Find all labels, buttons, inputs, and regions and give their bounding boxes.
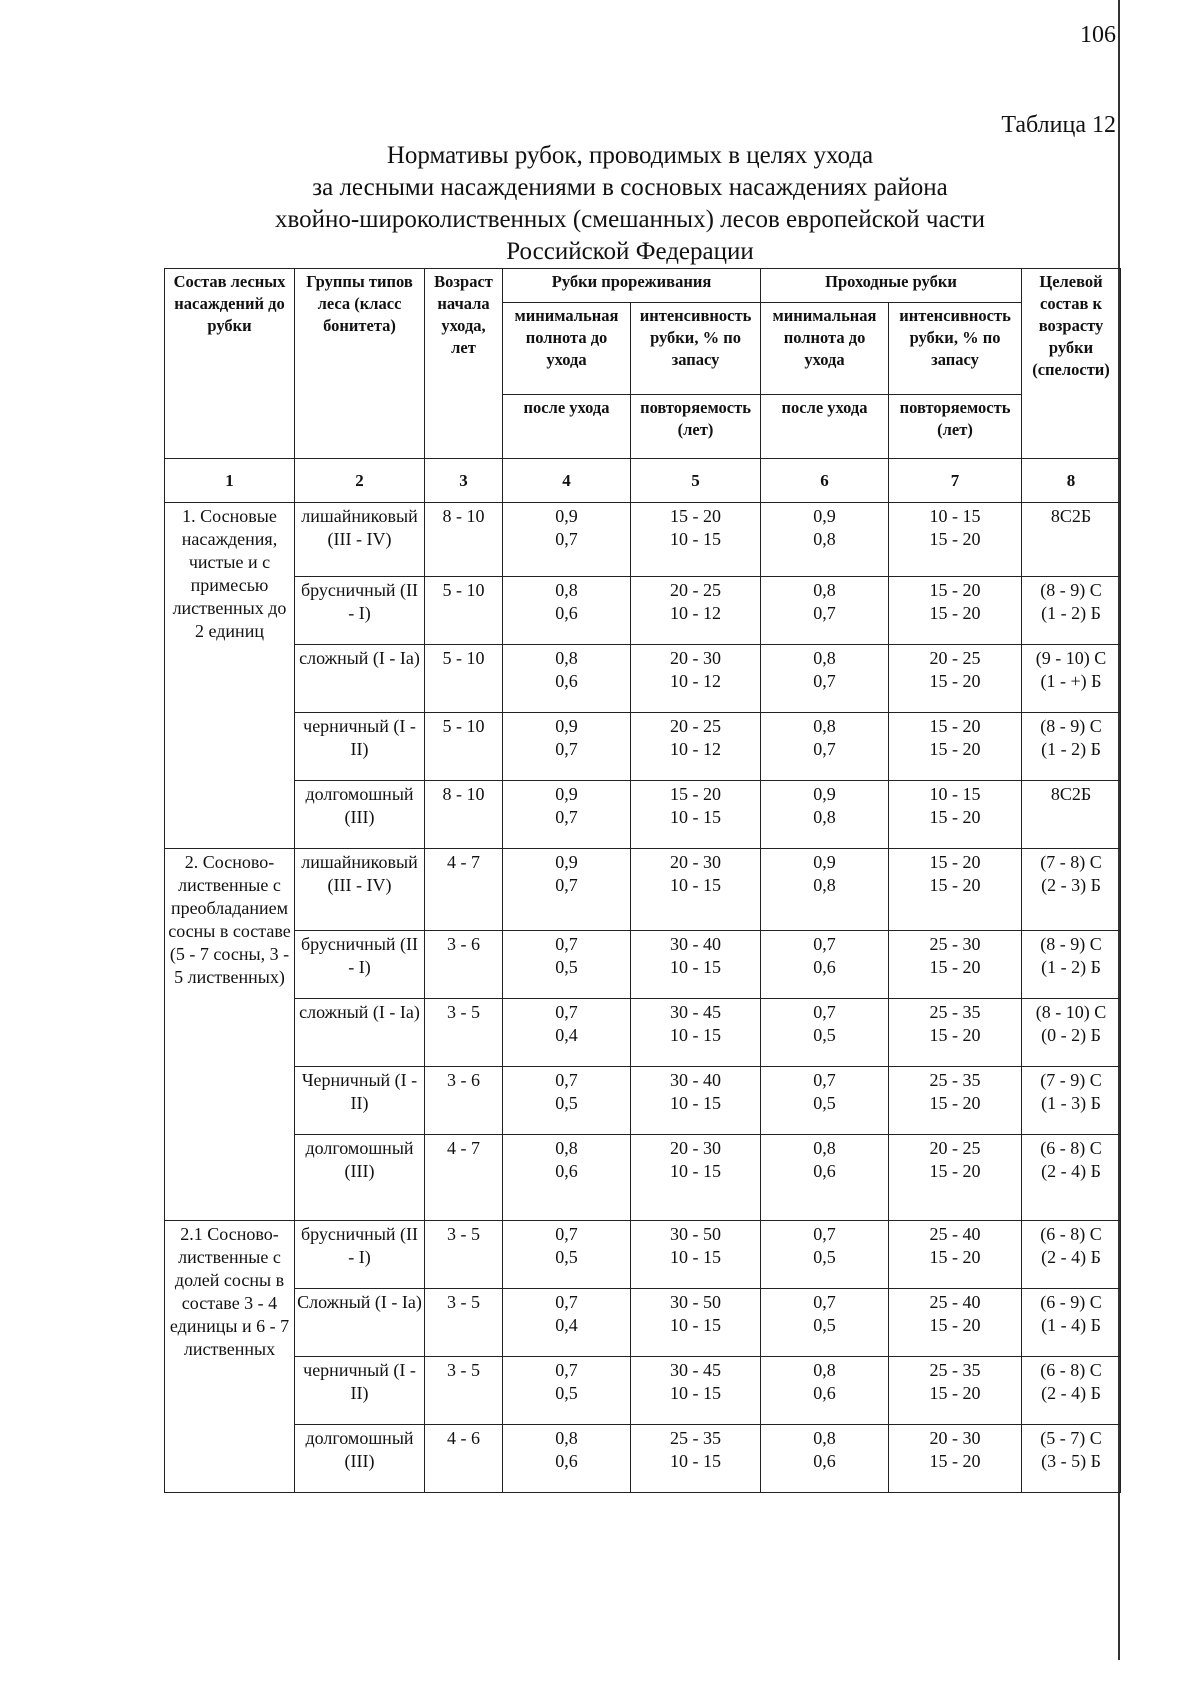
- cell-value-pair: [761, 1135, 889, 1221]
- cell-value-pair: [503, 781, 631, 849]
- cell-value: 15 - 20: [670, 784, 721, 804]
- cell-value: 20 - 25: [670, 580, 721, 600]
- column-number: 5: [631, 459, 761, 503]
- cell-value: 0,7: [813, 671, 836, 691]
- cell-value: 30 - 45: [670, 1002, 721, 1022]
- cell-value-pair: [889, 1221, 1022, 1289]
- cell-value: 0,9: [813, 852, 836, 872]
- cell-value: 25 - 35: [929, 1360, 981, 1380]
- cell-value: (9 - 10) С: [1035, 648, 1107, 668]
- cell-value: 0,7: [813, 1002, 836, 1022]
- cell-value: 15 - 20: [929, 852, 981, 872]
- table-row: [165, 781, 1121, 849]
- cell-target: [1022, 1067, 1121, 1135]
- norms-table: [164, 268, 1121, 1493]
- header-forest-types: Группы типов леса (класс бонитета): [295, 269, 425, 459]
- cell-target: [1022, 1425, 1121, 1493]
- cell-value: (2 - 4) Б: [1041, 1161, 1101, 1181]
- cell-age: 8 - 10: [425, 781, 503, 849]
- cell-value: 30 - 45: [670, 1360, 721, 1380]
- cell-value: 10 - 12: [670, 603, 721, 623]
- header-min-density: минимальная полнота до ухода: [503, 303, 631, 395]
- cell-value: 10 - 15: [670, 529, 721, 549]
- cell-value: (3 - 5) Б: [1041, 1451, 1101, 1471]
- cell-value: 15 - 20: [929, 1093, 981, 1113]
- cell-value: 20 - 25: [929, 648, 981, 668]
- cell-value: 0,7: [813, 1070, 836, 1090]
- cell-value: 0,8: [813, 1428, 836, 1448]
- cell-value: (8 - 9) С: [1040, 580, 1102, 600]
- cell-value-pair: [889, 849, 1022, 931]
- cell-value: 15 - 20: [929, 671, 981, 691]
- cell-value: 15 - 20: [929, 1315, 981, 1335]
- cell-value: (7 - 8) С: [1040, 852, 1102, 872]
- cell-value: 0,9: [813, 784, 836, 804]
- cell-value: 10 - 15: [670, 1315, 721, 1335]
- cell-value: (5 - 7) С: [1040, 1428, 1102, 1448]
- cell-value: 15 - 20: [929, 1451, 981, 1471]
- cell-value-pair: [889, 645, 1022, 713]
- cell-value-pair: [889, 1135, 1022, 1221]
- cell-value: 30 - 40: [670, 1070, 721, 1090]
- cell-value: 0,4: [555, 1025, 578, 1045]
- header-after-care: после ухода: [761, 395, 889, 459]
- cell-value-pair: [631, 849, 761, 931]
- cell-value: (8 - 9) С: [1040, 716, 1102, 736]
- cell-value-pair: [889, 1067, 1022, 1135]
- cell-forest-type: долгомошный (III): [295, 1135, 425, 1221]
- cell-value-pair: [631, 931, 761, 999]
- cell-value: 25 - 40: [929, 1224, 981, 1244]
- cell-value: 0,7: [555, 934, 578, 954]
- cell-value: 10 - 15: [670, 1247, 721, 1267]
- column-number: 4: [503, 459, 631, 503]
- cell-value: 0,9: [555, 852, 578, 872]
- cell-value-pair: [631, 1425, 761, 1493]
- header-composition: Состав лесных насаждений до рубки: [165, 269, 295, 459]
- cell-value: 10 - 15: [670, 807, 721, 827]
- cell-value: (1 - 3) Б: [1041, 1093, 1101, 1113]
- table-row: [165, 645, 1121, 713]
- cell-value: (2 - 4) Б: [1041, 1247, 1101, 1267]
- cell-age: 4 - 6: [425, 1425, 503, 1493]
- table-row: [165, 1221, 1121, 1289]
- cell-value: 0,6: [555, 1451, 578, 1471]
- cell-value: 0,8: [813, 716, 836, 736]
- cell-composition: 1. Сосновые насаждения, чистые и с примесью лиственных до 2 единиц: [165, 503, 295, 849]
- cell-value-pair: [761, 781, 889, 849]
- cell-value: 10 - 15: [670, 957, 721, 977]
- cell-value: 10 - 15: [670, 1025, 721, 1045]
- cell-value: 15 - 20: [929, 1025, 981, 1045]
- cell-value-pair: [761, 577, 889, 645]
- header-target: Целевой состав к возрасту рубки (спелости): [1022, 269, 1121, 459]
- cell-value: 10 - 15: [670, 1161, 721, 1181]
- cell-value-pair: [631, 577, 761, 645]
- cell-value: 10 - 15: [670, 1451, 721, 1471]
- table-title: [140, 140, 1120, 268]
- cell-value: (1 - 2) Б: [1041, 957, 1101, 977]
- cell-value: 30 - 50: [670, 1292, 721, 1312]
- cell-value: (1 - +) Б: [1040, 671, 1102, 691]
- cell-value-pair: [631, 1357, 761, 1425]
- header-repeat: повторяемость (лет): [631, 395, 761, 459]
- table-row: [165, 1425, 1121, 1493]
- cell-value: 10 - 12: [670, 739, 721, 759]
- cell-value: 0,5: [813, 1247, 836, 1267]
- cell-value: 0,8: [813, 648, 836, 668]
- title-line: за лесными насаждениями в сосновых насаждениях района: [312, 174, 948, 201]
- cell-value: (6 - 8) С: [1040, 1360, 1102, 1380]
- cell-value: 25 - 35: [929, 1002, 981, 1022]
- cell-value-pair: [889, 1289, 1022, 1357]
- cell-value: 15 - 20: [929, 1247, 981, 1267]
- cell-target: [1022, 849, 1121, 931]
- cell-value: 0,7: [813, 1224, 836, 1244]
- cell-value-pair: [761, 503, 889, 577]
- cell-value: (1 - 2) Б: [1041, 739, 1101, 759]
- cell-value: (1 - 4) Б: [1041, 1315, 1101, 1335]
- cell-value-pair: [503, 713, 631, 781]
- cell-value: 15 - 20: [929, 957, 981, 977]
- cell-value: 0,8: [555, 580, 578, 600]
- cell-value-pair: [761, 849, 889, 931]
- cell-value: 0,9: [813, 506, 836, 526]
- table-row: [165, 1135, 1121, 1221]
- header-passage: Проходные рубки: [761, 269, 1022, 303]
- cell-value: 0,5: [555, 1247, 578, 1267]
- cell-value-pair: [889, 713, 1022, 781]
- cell-value-pair: [631, 999, 761, 1067]
- column-number: 6: [761, 459, 889, 503]
- cell-target: [1022, 1135, 1121, 1221]
- column-number: 3: [425, 459, 503, 503]
- cell-value: 0,9: [555, 506, 578, 526]
- cell-value-pair: [761, 1357, 889, 1425]
- cell-value: 20 - 25: [929, 1138, 981, 1158]
- cell-value: 15 - 20: [929, 1383, 981, 1403]
- cell-target: [1022, 577, 1121, 645]
- cell-value: 0,7: [555, 875, 578, 895]
- table-row: [165, 577, 1121, 645]
- cell-value-pair: [761, 999, 889, 1067]
- cell-forest-type: Черничный (I - II): [295, 1067, 425, 1135]
- cell-target: [1022, 1289, 1121, 1357]
- cell-age: 3 - 6: [425, 1067, 503, 1135]
- cell-value: 0,5: [813, 1315, 836, 1335]
- cell-forest-type: лишайниковый (III - IV): [295, 503, 425, 577]
- cell-value: 0,8: [555, 1428, 578, 1448]
- table-row: [165, 931, 1121, 999]
- header-min-density: минимальная полнота до ухода: [761, 303, 889, 395]
- cell-value: 0,8: [813, 1138, 836, 1158]
- cell-age: 4 - 7: [425, 1135, 503, 1221]
- title-line: хвойно-широколиственных (смешанных) лесов европейской части: [275, 206, 985, 233]
- cell-value: 0,8: [813, 529, 836, 549]
- cell-value-pair: [761, 1067, 889, 1135]
- cell-value-pair: [503, 1425, 631, 1493]
- cell-value: 0,7: [555, 1360, 578, 1380]
- cell-value: 10 - 15: [670, 875, 721, 895]
- cell-value: (6 - 8) С: [1040, 1138, 1102, 1158]
- cell-value: 0,7: [555, 1070, 578, 1090]
- cell-value-pair: [889, 781, 1022, 849]
- cell-value-pair: [631, 713, 761, 781]
- cell-value: 10 - 15: [670, 1093, 721, 1113]
- cell-value: 0,6: [555, 1161, 578, 1181]
- cell-value: 15 - 20: [929, 716, 981, 736]
- cell-value: 0,5: [555, 1093, 578, 1113]
- cell-value: (8 - 9) С: [1040, 934, 1102, 954]
- cell-forest-type: сложный (I - Ia): [295, 999, 425, 1067]
- cell-forest-type: брусничный (II - I): [295, 931, 425, 999]
- cell-value: 15 - 20: [929, 807, 981, 827]
- cell-value: 0,5: [813, 1093, 836, 1113]
- cell-value: 0,7: [555, 739, 578, 759]
- cell-value-pair: [889, 999, 1022, 1067]
- cell-value: (6 - 8) С: [1040, 1224, 1102, 1244]
- column-number: 8: [1022, 459, 1121, 503]
- cell-age: 3 - 5: [425, 1357, 503, 1425]
- cell-value-pair: [889, 931, 1022, 999]
- cell-value: 0,8: [813, 1360, 836, 1380]
- cell-value: 0,7: [813, 603, 836, 623]
- column-number: 2: [295, 459, 425, 503]
- cell-forest-type: Сложный (I - Ia): [295, 1289, 425, 1357]
- cell-value: 15 - 20: [929, 875, 981, 895]
- cell-value-pair: [889, 1425, 1022, 1493]
- cell-value: 0,7: [555, 1292, 578, 1312]
- cell-target: [1022, 503, 1121, 577]
- cell-composition: 2.1 Сосново-лиственные с долей сосны в составе 3 - 4 единицы и 6 - 7 лиственных: [165, 1221, 295, 1493]
- cell-value: 0,6: [555, 671, 578, 691]
- table-row: [165, 1067, 1121, 1135]
- cell-value: 10 - 15: [670, 1383, 721, 1403]
- cell-value: 0,6: [813, 1383, 836, 1403]
- cell-value: 0,7: [813, 934, 836, 954]
- cell-value-pair: [503, 1067, 631, 1135]
- title-line: Российской Федерации: [506, 238, 754, 265]
- cell-value: (0 - 2) Б: [1041, 1025, 1101, 1045]
- cell-value: 8С2Б: [1050, 506, 1092, 526]
- cell-value: (1 - 2) Б: [1041, 603, 1101, 623]
- header-thinning: Рубки прореживания: [503, 269, 761, 303]
- cell-value-pair: [503, 931, 631, 999]
- cell-value-pair: [631, 1135, 761, 1221]
- cell-target: [1022, 713, 1121, 781]
- header-intensity: интенсивность рубки, % по запасу: [889, 303, 1022, 395]
- header-after-care: после ухода: [503, 395, 631, 459]
- cell-target: [1022, 1357, 1121, 1425]
- cell-age: 5 - 10: [425, 645, 503, 713]
- cell-forest-type: долгомошный (III): [295, 781, 425, 849]
- cell-value: 15 - 20: [929, 580, 981, 600]
- cell-value: 0,4: [555, 1315, 578, 1335]
- cell-value: 0,8: [813, 580, 836, 600]
- cell-value-pair: [761, 1425, 889, 1493]
- cell-value: 30 - 50: [670, 1224, 721, 1244]
- column-number: 7: [889, 459, 1022, 503]
- cell-value: 8С2Б: [1050, 784, 1092, 804]
- cell-forest-type: черничный (I - II): [295, 1357, 425, 1425]
- cell-target: [1022, 645, 1121, 713]
- cell-value-pair: [761, 1221, 889, 1289]
- cell-value-pair: [503, 503, 631, 577]
- cell-forest-type: черничный (I - II): [295, 713, 425, 781]
- cell-value-pair: [761, 645, 889, 713]
- cell-value: 0,5: [555, 957, 578, 977]
- cell-value: 0,5: [555, 1383, 578, 1403]
- cell-value: 10 - 12: [670, 671, 721, 691]
- cell-value-pair: [503, 1357, 631, 1425]
- cell-value: 25 - 40: [929, 1292, 981, 1312]
- cell-value: 0,8: [813, 807, 836, 827]
- cell-value: 25 - 35: [929, 1070, 981, 1090]
- cell-value: 25 - 30: [929, 934, 981, 954]
- cell-target: [1022, 781, 1121, 849]
- cell-value-pair: [503, 999, 631, 1067]
- cell-value: 10 - 15: [929, 506, 981, 526]
- cell-forest-type: брусничный (II - I): [295, 1221, 425, 1289]
- cell-value-pair: [889, 577, 1022, 645]
- cell-value: 0,7: [555, 1002, 578, 1022]
- cell-value-pair: [889, 503, 1022, 577]
- cell-age: 8 - 10: [425, 503, 503, 577]
- cell-value-pair: [503, 849, 631, 931]
- cell-age: 4 - 7: [425, 849, 503, 931]
- table-row: [165, 503, 1121, 577]
- table-row: [165, 1289, 1121, 1357]
- cell-value-pair: [631, 781, 761, 849]
- cell-age: 3 - 5: [425, 999, 503, 1067]
- cell-value-pair: [503, 1289, 631, 1357]
- table-row: [165, 849, 1121, 931]
- cell-value: (6 - 9) С: [1040, 1292, 1102, 1312]
- cell-value-pair: [503, 1221, 631, 1289]
- cell-forest-type: брусничный (II - I): [295, 577, 425, 645]
- cell-value: 20 - 30: [670, 852, 721, 872]
- cell-value: 0,7: [813, 1292, 836, 1312]
- cell-value: 0,7: [813, 739, 836, 759]
- cell-age: 5 - 10: [425, 713, 503, 781]
- cell-forest-type: сложный (I - Ia): [295, 645, 425, 713]
- cell-age: 3 - 6: [425, 931, 503, 999]
- cell-value-pair: [761, 931, 889, 999]
- cell-age: 3 - 5: [425, 1289, 503, 1357]
- cell-value-pair: [631, 503, 761, 577]
- cell-value: (2 - 3) Б: [1041, 875, 1101, 895]
- cell-value: 0,9: [555, 716, 578, 736]
- cell-value: 0,9: [555, 784, 578, 804]
- cell-age: 5 - 10: [425, 577, 503, 645]
- cell-forest-type: долгомошный (III): [295, 1425, 425, 1493]
- cell-target: [1022, 999, 1121, 1067]
- cell-value-pair: [761, 1289, 889, 1357]
- cell-value: 20 - 30: [670, 1138, 721, 1158]
- cell-value: 0,7: [555, 529, 578, 549]
- cell-value: (8 - 10) С: [1035, 1002, 1107, 1022]
- table-body: [165, 503, 1121, 1493]
- table-label: Таблица 12: [1001, 112, 1116, 138]
- cell-value: 20 - 25: [670, 716, 721, 736]
- cell-value: 15 - 20: [670, 506, 721, 526]
- cell-value: 0,6: [813, 957, 836, 977]
- cell-composition: 2. Сосново-лиственные с преобладанием сосны в составе (5 - 7 сосны, 3 - 5 лиственных): [165, 849, 295, 1221]
- table-row: [165, 713, 1121, 781]
- cell-value: 0,7: [555, 807, 578, 827]
- cell-value: 0,6: [555, 603, 578, 623]
- cell-value: 0,6: [813, 1451, 836, 1471]
- header-intensity: интенсивность рубки, % по запасу: [631, 303, 761, 395]
- cell-value: 15 - 20: [929, 603, 981, 623]
- cell-value-pair: [631, 1221, 761, 1289]
- cell-value: 0,5: [813, 1025, 836, 1045]
- cell-value: 20 - 30: [929, 1428, 981, 1448]
- cell-age: 3 - 5: [425, 1221, 503, 1289]
- cell-value: 15 - 20: [929, 739, 981, 759]
- cell-value: (7 - 9) С: [1040, 1070, 1102, 1090]
- cell-value: 20 - 30: [670, 648, 721, 668]
- cell-value: 0,8: [555, 648, 578, 668]
- cell-value-pair: [503, 645, 631, 713]
- header-age: Возраст начала ухода, лет: [425, 269, 503, 459]
- header-repeat: повторяемость (лет): [889, 395, 1022, 459]
- cell-value-pair: [503, 1135, 631, 1221]
- table-row: [165, 1357, 1121, 1425]
- cell-value-pair: [889, 1357, 1022, 1425]
- column-number: 1: [165, 459, 295, 503]
- cell-value: 0,8: [813, 875, 836, 895]
- table-row: [165, 999, 1121, 1067]
- cell-value: 0,7: [555, 1224, 578, 1244]
- cell-value-pair: [503, 577, 631, 645]
- cell-value: 30 - 40: [670, 934, 721, 954]
- cell-target: [1022, 931, 1121, 999]
- cell-forest-type: лишайниковый (III - IV): [295, 849, 425, 931]
- cell-target: [1022, 1221, 1121, 1289]
- cell-value-pair: [761, 713, 889, 781]
- cell-value: 0,8: [555, 1138, 578, 1158]
- cell-value: 10 - 15: [929, 784, 981, 804]
- title-line: Нормативы рубок, проводимых в целях ухода: [386, 142, 874, 169]
- cell-value-pair: [631, 1067, 761, 1135]
- cell-value: 15 - 20: [929, 529, 981, 549]
- cell-value-pair: [631, 645, 761, 713]
- cell-value: 15 - 20: [929, 1161, 981, 1181]
- cell-value: 25 - 35: [670, 1428, 721, 1448]
- cell-value: (2 - 4) Б: [1041, 1383, 1101, 1403]
- cell-value: 0,6: [813, 1161, 836, 1181]
- page-number: 106: [1080, 22, 1116, 48]
- cell-value-pair: [631, 1289, 761, 1357]
